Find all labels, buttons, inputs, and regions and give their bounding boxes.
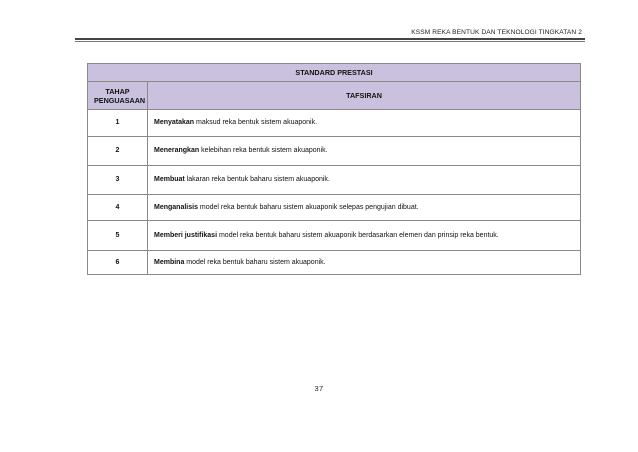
level-cell: 2: [88, 137, 148, 166]
level-cell: 4: [88, 195, 148, 221]
description-text: model reka bentuk baharu sistem akuaponik.: [184, 258, 326, 266]
action-verb: Menganalisis: [154, 203, 198, 211]
description-cell: [148, 221, 581, 251]
description-text: maksud reka bentuk sistem akuaponik.: [194, 119, 318, 127]
action-verb: Memberi justifikasi: [154, 231, 218, 239]
action-verb: Membuat: [154, 176, 185, 184]
action-verb: Menyatakan: [154, 119, 195, 127]
table-header-row: [88, 82, 581, 110]
description-text: model reka bentuk baharu sistem akuaponik selepas pengujian dibuat.: [197, 203, 419, 211]
description-text: kelebihan reka bentuk sistem akuaponik.: [199, 147, 328, 155]
header-rule-thin: [75, 41, 585, 42]
level-cell: 1: [88, 110, 148, 137]
table-row: [88, 137, 581, 166]
column-header-level: TAHAP PENGUASAAN: [88, 82, 148, 110]
table-row: [88, 195, 581, 221]
column-header-interpretation: TAFSIRAN: [148, 82, 581, 110]
level-cell: 3: [88, 166, 148, 195]
description-text: lakaran reka bentuk baharu sistem akuaponik.: [184, 176, 330, 184]
table-title: STANDARD PRESTASI: [88, 64, 581, 82]
header-rule: [75, 38, 585, 40]
table-title-row: [88, 64, 581, 82]
table-row: [88, 221, 581, 251]
table-row: [88, 166, 581, 195]
action-verb: Membina: [154, 258, 185, 266]
description-cell: [148, 251, 581, 275]
page-number: 37: [314, 384, 324, 393]
description-cell: [148, 166, 581, 195]
performance-standard-table: [87, 63, 581, 275]
description-cell: [148, 195, 581, 221]
level-cell: 6: [88, 251, 148, 275]
description-cell: [148, 137, 581, 166]
description-text: model reka bentuk baharu sistem akuaponik berdasarkan elemen dan prinsip reka bentuk.: [217, 231, 499, 239]
action-verb: Menerangkan: [154, 147, 200, 155]
description-cell: [148, 110, 581, 137]
table-row: [88, 110, 581, 137]
level-cell: 5: [88, 221, 148, 251]
running-header: KSSM REKA BENTUK DAN TEKNOLOGI TINGKATAN 2: [411, 29, 582, 36]
table-row: [88, 251, 581, 275]
